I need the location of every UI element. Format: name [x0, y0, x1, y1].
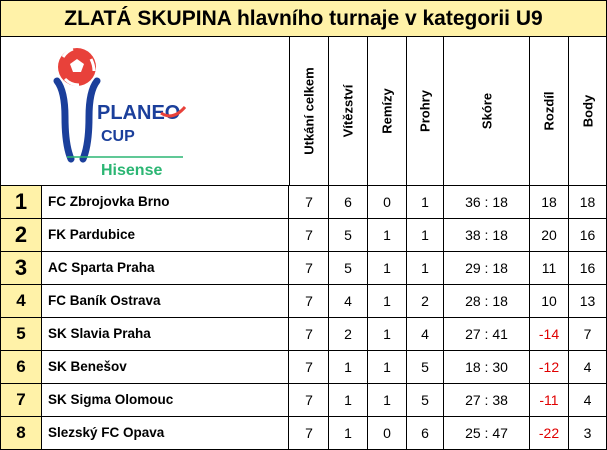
diff-cell: -12: [530, 351, 569, 383]
team-name: AC Sparta Praha: [42, 252, 289, 284]
losses-cell: 6: [407, 417, 444, 449]
losses-cell: 4: [407, 318, 444, 350]
logo-sponsor: Hisense: [101, 162, 163, 179]
rank-cell: 4: [1, 285, 42, 317]
header-draws: Remízy: [368, 37, 407, 186]
played-cell: 7: [290, 285, 329, 317]
table-row: [1, 417, 606, 449]
played-cell: 7: [290, 384, 329, 416]
points-cell: 7: [583, 326, 592, 342]
draws-cell: 1: [368, 351, 407, 383]
losses-cell: 1: [407, 219, 444, 251]
played-cell: 7: [290, 351, 329, 383]
rank-cell: 6: [1, 351, 42, 383]
logo-line1: PLANEO: [97, 102, 181, 124]
score-cell: 18 : 30: [444, 351, 530, 383]
diff-cell: 10: [530, 285, 569, 317]
losses-cell: 5: [407, 384, 444, 416]
rank-cell: 2: [1, 219, 42, 251]
table-row: [1, 318, 606, 351]
table-row: [1, 252, 606, 285]
wins-cell: 5: [329, 252, 368, 284]
wins-cell: 1: [329, 351, 368, 383]
wins-cell: 1: [329, 384, 368, 416]
team-name: SK Benešov: [42, 351, 289, 383]
score-cell: 25 : 47: [444, 417, 530, 449]
played-cell: 7: [290, 186, 329, 218]
wins-cell: 2: [329, 318, 368, 350]
table-row: [1, 186, 606, 219]
played-cell: 7: [290, 219, 329, 251]
losses-cell: 5: [407, 351, 444, 383]
team-name: FC Baník Ostrava: [42, 285, 289, 317]
team-name: SK Sigma Olomouc: [42, 384, 289, 416]
draws-cell: 1: [368, 285, 407, 317]
points-cell: 4: [583, 359, 592, 375]
table-row: [1, 219, 606, 252]
draws-cell: 0: [368, 186, 407, 218]
played-cell: 7: [290, 417, 329, 449]
rank-cell: 8: [1, 417, 42, 449]
draws-cell: 0: [368, 417, 407, 449]
rank-cell: 7: [1, 384, 42, 416]
score-cell: 28 : 18: [444, 285, 530, 317]
table-row: [1, 285, 606, 318]
rank-cell: 5: [1, 318, 42, 350]
draws-cell: 1: [368, 252, 407, 284]
header-score: Skóre: [444, 37, 530, 186]
header-points: Body: [569, 37, 606, 186]
diff-cell: 18: [530, 186, 569, 218]
wins-cell: 1: [329, 417, 368, 449]
losses-cell: 2: [407, 285, 444, 317]
header-played: Utkání celkem: [290, 37, 329, 186]
score-cell: 36 : 18: [444, 186, 530, 218]
points-cell: 18: [579, 194, 596, 210]
draws-cell: 1: [368, 318, 407, 350]
header-diff: Rozdíl: [530, 37, 569, 186]
losses-cell: 1: [407, 252, 444, 284]
table-title: ZLATÁ SKUPINA hlavního turnaje v kategorii U9: [1, 1, 606, 37]
team-name: FC Zbrojovka Brno: [42, 186, 289, 218]
diff-cell: -22: [530, 417, 569, 449]
header-losses: Prohry: [407, 37, 444, 186]
draws-cell: 1: [368, 384, 407, 416]
diff-cell: -14: [530, 318, 569, 350]
diff-cell: -11: [530, 384, 569, 416]
points-cell: 3: [583, 425, 592, 441]
wins-cell: 5: [329, 219, 368, 251]
losses-cell: 1: [407, 186, 444, 218]
team-name: Slezský FC Opava: [42, 417, 289, 449]
table-row: [1, 351, 606, 384]
score-cell: 38 : 18: [444, 219, 530, 251]
played-cell: 7: [290, 252, 329, 284]
points-cell: 4: [583, 392, 592, 408]
points-cell: 16: [579, 227, 596, 243]
score-cell: 29 : 18: [444, 252, 530, 284]
wins-cell: 6: [329, 186, 368, 218]
score-cell: 27 : 38: [444, 384, 530, 416]
header-wins: Vítězství: [329, 37, 368, 186]
draws-cell: 1: [368, 219, 407, 251]
rank-cell: 3: [1, 252, 42, 284]
wins-cell: 4: [329, 285, 368, 317]
logo-line2: CUP: [101, 128, 135, 145]
points-cell: 16: [579, 260, 596, 276]
diff-cell: 20: [530, 219, 569, 251]
planeo-cup-logo: [1, 37, 290, 186]
rank-cell: 1: [1, 186, 42, 218]
table-row: [1, 384, 606, 417]
points-cell: 13: [579, 293, 596, 309]
team-name: SK Slavia Praha: [42, 318, 289, 350]
score-cell: 27 : 41: [444, 318, 530, 350]
team-name: FK Pardubice: [42, 219, 289, 251]
played-cell: 7: [290, 318, 329, 350]
diff-cell: 11: [530, 252, 569, 284]
